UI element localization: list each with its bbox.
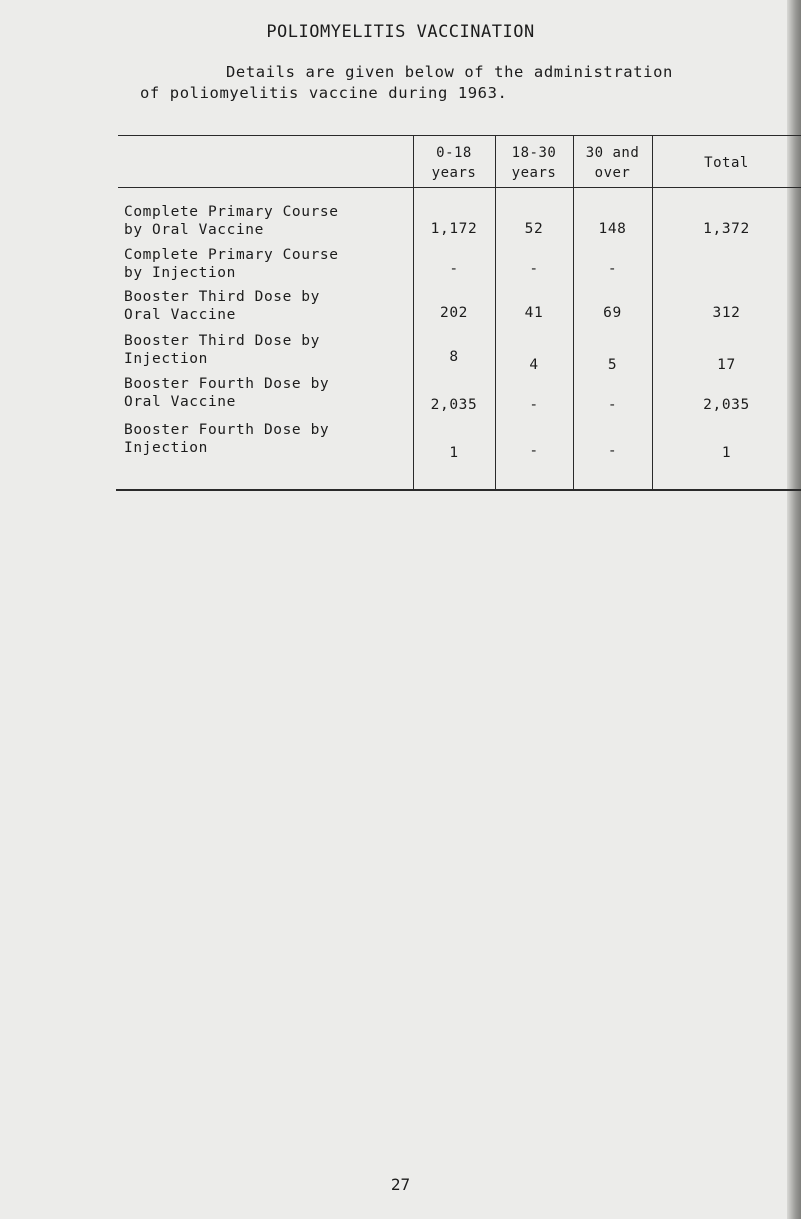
- cell-booster4-injection-total: 1: [721, 445, 732, 461]
- cell-booster4-injection-0-18: 1: [449, 445, 459, 461]
- column-header-0-18-line2: years: [431, 165, 477, 181]
- row-label-line1: Complete Primary Course: [124, 204, 339, 220]
- page-number: 27: [390, 1175, 411, 1194]
- column-header-total: Total: [704, 155, 749, 171]
- table-header-rule: [118, 187, 801, 188]
- intro-line-2: of poliomyelitis vaccine during 1963.: [140, 84, 508, 102]
- cell-booster3-oral-18-30: 41: [524, 305, 544, 321]
- row-label-line2: Oral Vaccine: [124, 307, 236, 323]
- cell-booster4-oral-total: 2,035: [703, 397, 750, 413]
- row-label-line1: Booster Fourth Dose by: [124, 376, 330, 392]
- cell-booster3-oral-total: 312: [712, 305, 741, 321]
- cell-primary-injection-18-30: -: [529, 261, 539, 277]
- row-label-line2: by Oral Vaccine: [124, 222, 264, 238]
- cell-primary-oral-total: 1,372: [703, 221, 750, 237]
- row-label-booster4-oral: [124, 375, 409, 411]
- cell-booster4-oral-18-30: -: [529, 397, 539, 413]
- column-header-30-over-line1: 30 and: [585, 145, 640, 161]
- row-label-primary-oral: [124, 203, 409, 239]
- column-header-30-over-line2: over: [594, 165, 631, 181]
- table-bottom-rule: [116, 489, 801, 491]
- cell-primary-injection-0-18: -: [449, 261, 459, 277]
- row-label-primary-injection: [124, 246, 409, 282]
- row-label-line1: Complete Primary Course: [124, 247, 339, 263]
- column-header-30-over: [573, 143, 652, 183]
- vaccination-table: [98, 135, 801, 491]
- row-label-line2: Oral Vaccine: [124, 394, 236, 410]
- cell-booster4-oral-30-over: -: [607, 397, 618, 413]
- page-title: POLIOMYELITIS VACCINATION: [266, 22, 535, 42]
- cell-booster4-oral-0-18: 2,035: [430, 397, 478, 413]
- cell-booster3-oral-30-over: 69: [603, 305, 622, 321]
- cell-primary-oral-0-18: 1,172: [430, 221, 478, 237]
- cell-primary-oral-30-over: 148: [598, 221, 627, 237]
- row-label-booster3-oral: [124, 288, 409, 324]
- cell-booster3-injection-0-18: 8: [449, 349, 459, 365]
- column-header-18-30-line2: years: [511, 165, 557, 181]
- cell-booster3-injection-18-30: 4: [529, 357, 539, 373]
- column-header-0-18-line1: 0-18: [436, 145, 472, 161]
- table-top-rule: [118, 135, 801, 136]
- cell-booster4-injection-30-over: -: [607, 443, 618, 459]
- row-label-line1: Booster Third Dose by: [124, 289, 320, 305]
- column-header-18-30-line1: 18-30: [511, 145, 557, 161]
- row-label-line2: Injection: [124, 440, 208, 456]
- cell-primary-oral-18-30: 52: [524, 221, 544, 237]
- row-label-line1: Booster Third Dose by: [124, 333, 320, 349]
- cell-booster3-injection-30-over: 5: [607, 357, 618, 373]
- cell-booster4-injection-18-30: -: [529, 443, 539, 459]
- column-header-0-18: [413, 143, 495, 183]
- cell-primary-injection-30-over: -: [607, 261, 618, 277]
- row-label-line1: Booster Fourth Dose by: [124, 422, 330, 438]
- cell-booster3-injection-total: 17: [717, 357, 736, 373]
- intro-paragraph: [0, 62, 801, 104]
- row-label-line2: Injection: [124, 351, 208, 367]
- intro-line-1: Details are given below of the administration: [226, 63, 673, 81]
- cell-booster3-oral-0-18: 202: [440, 305, 468, 321]
- row-label-booster4-injection: [124, 421, 409, 457]
- row-label-booster3-injection: [124, 332, 409, 368]
- column-header-18-30: [495, 143, 573, 183]
- row-label-line2: by Injection: [124, 265, 236, 281]
